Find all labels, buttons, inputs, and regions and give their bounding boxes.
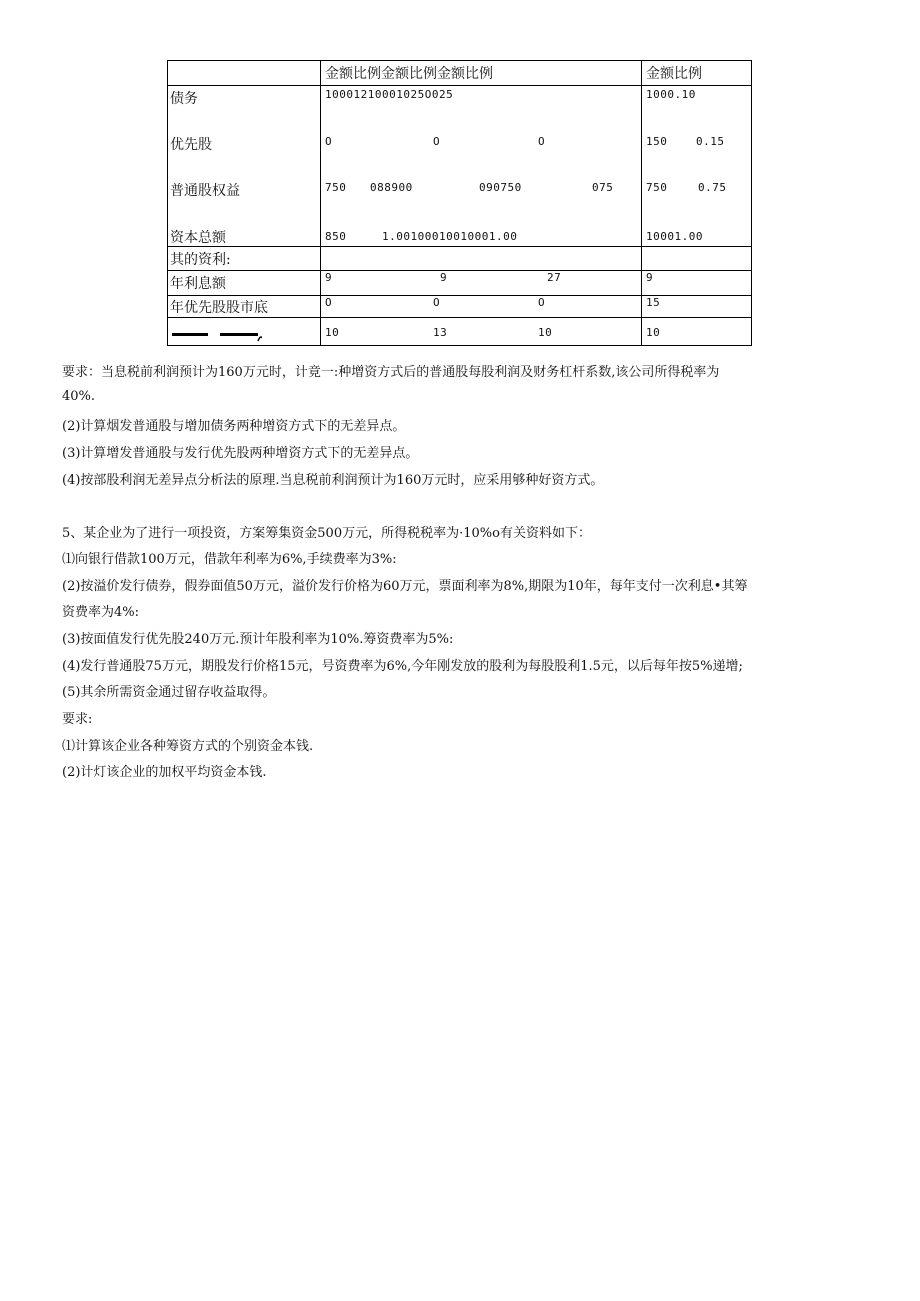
row-label-annual-interest: 年利息额: [170, 276, 226, 292]
preferred-ratio-right: 0.15: [696, 135, 725, 148]
header-right: 金额比例: [646, 66, 702, 82]
problem-5-item-4: (4)发行普通股75万元，期股发行价格15元，号资费率为6%,今年刚发放的股利为每股股利1.5元，以后每年按5%递增;: [62, 659, 743, 674]
table-rule: [167, 317, 752, 318]
requirement-line-2: (2)计算烟发普通股与增加债务两种增资方式下的无差异点。: [62, 419, 406, 434]
common-value-right: 750: [646, 181, 668, 194]
table-rule: [167, 85, 752, 86]
pref-dividend-value: O: [433, 296, 441, 309]
problem-5-requirements-title: 要求:: [62, 712, 93, 727]
requirement-line-3: (3)计算增发普通股与发行优先股两种增资方式下的无差异点。: [62, 446, 419, 461]
common-value: 075: [592, 181, 614, 194]
interest-value-right: 9: [646, 271, 654, 284]
total-values: 1.00100010010001.00: [382, 230, 518, 243]
shares-value: 10: [325, 326, 340, 339]
problem-5-intro: 5、某企业为了进行一项投资，方案筹集资金500万元，所得税税率为·10%o有关资料如下：: [62, 526, 591, 541]
problem-5-item-2: (2)按溢价发行债券，假券面值50万元，溢价发行价格为60万元，票面利率为8%,期限为10年，每年支付一次利息•其筹: [62, 579, 748, 594]
interest-value: 9: [325, 271, 333, 284]
row-label-preferred: 优先股: [170, 137, 212, 153]
common-ratio-right: 0.75: [698, 181, 727, 194]
shares-value: 10: [538, 326, 553, 339]
total-value: 850: [325, 230, 347, 243]
table-divider-2: [641, 60, 642, 346]
table-divider-1: [320, 60, 321, 346]
table-border-top: [167, 60, 752, 61]
requirement-line-1: 要求：当息税前利润预计为160万元时，计竟一:种增资方式后的普通股每股利润及财务杠杆系数,该公司所得税率为: [62, 365, 720, 380]
table-rule: [167, 295, 752, 296]
requirement-line-4: (4)按部股利润无差异点分析法的原理.当息税前利润预计为160万元时，应采用够种好资方式。: [62, 473, 604, 488]
row-label-common-equity: 普通股权益: [170, 183, 240, 199]
problem-5-item-5: (5)其余所需资金通过留存收益取得。: [62, 685, 276, 700]
problem-5-requirement-1: ⑴计算该企业各种筹资方式的个别资金本钱.: [62, 739, 314, 754]
common-value: 750: [325, 181, 347, 194]
scan-artifact-marks: [172, 327, 262, 345]
shares-value-right: 10: [646, 326, 661, 339]
preferred-value: O: [538, 135, 546, 148]
total-value-right: 10001.00: [646, 230, 703, 243]
header-left: 金额比例金额比例金额比例: [325, 66, 493, 82]
table-rule: [167, 246, 752, 247]
problem-5-item-2-cont: 资费率为4%:: [62, 605, 140, 620]
interest-value: 9: [440, 271, 448, 284]
debt-value-right: 1000.10: [646, 88, 696, 101]
table-rule: [167, 270, 752, 271]
pref-dividend-value: O: [325, 296, 333, 309]
problem-5-requirement-2: (2)计灯该企业的加权平均资金本钱.: [62, 765, 267, 780]
row-label-debt: 债务: [170, 91, 198, 107]
debt-values: 10001210001025O025: [325, 88, 454, 101]
preferred-value: O: [325, 135, 333, 148]
requirement-line-1-cont: 40%.: [62, 389, 96, 404]
row-label-preferred-dividend: 年优先股股市底: [170, 300, 268, 316]
row-label-total-capital: 资本总额: [170, 230, 226, 246]
preferred-value: O: [433, 135, 441, 148]
preferred-value-right: 150: [646, 135, 668, 148]
table-border-left: [167, 60, 168, 346]
shares-value: 13: [433, 326, 448, 339]
problem-5-item-3: (3)按面值发行优先股240万元.预计年股利率为10%.筹资费率为5%:: [62, 632, 454, 647]
table-border-right: [751, 60, 752, 346]
pref-dividend-value-right: 15: [646, 296, 661, 309]
problem-5-item-1: ⑴向银行借款100万元，借款年利率为6%,手续费率为3%:: [62, 552, 397, 567]
table-border-bottom: [167, 345, 752, 346]
common-value: 088900: [370, 181, 413, 194]
pref-dividend-value: O: [538, 296, 546, 309]
row-label-other-info: 其的资利:: [170, 252, 231, 268]
capital-structure-table: [167, 60, 752, 346]
interest-value: 27: [547, 271, 562, 284]
common-value: 090750: [479, 181, 522, 194]
